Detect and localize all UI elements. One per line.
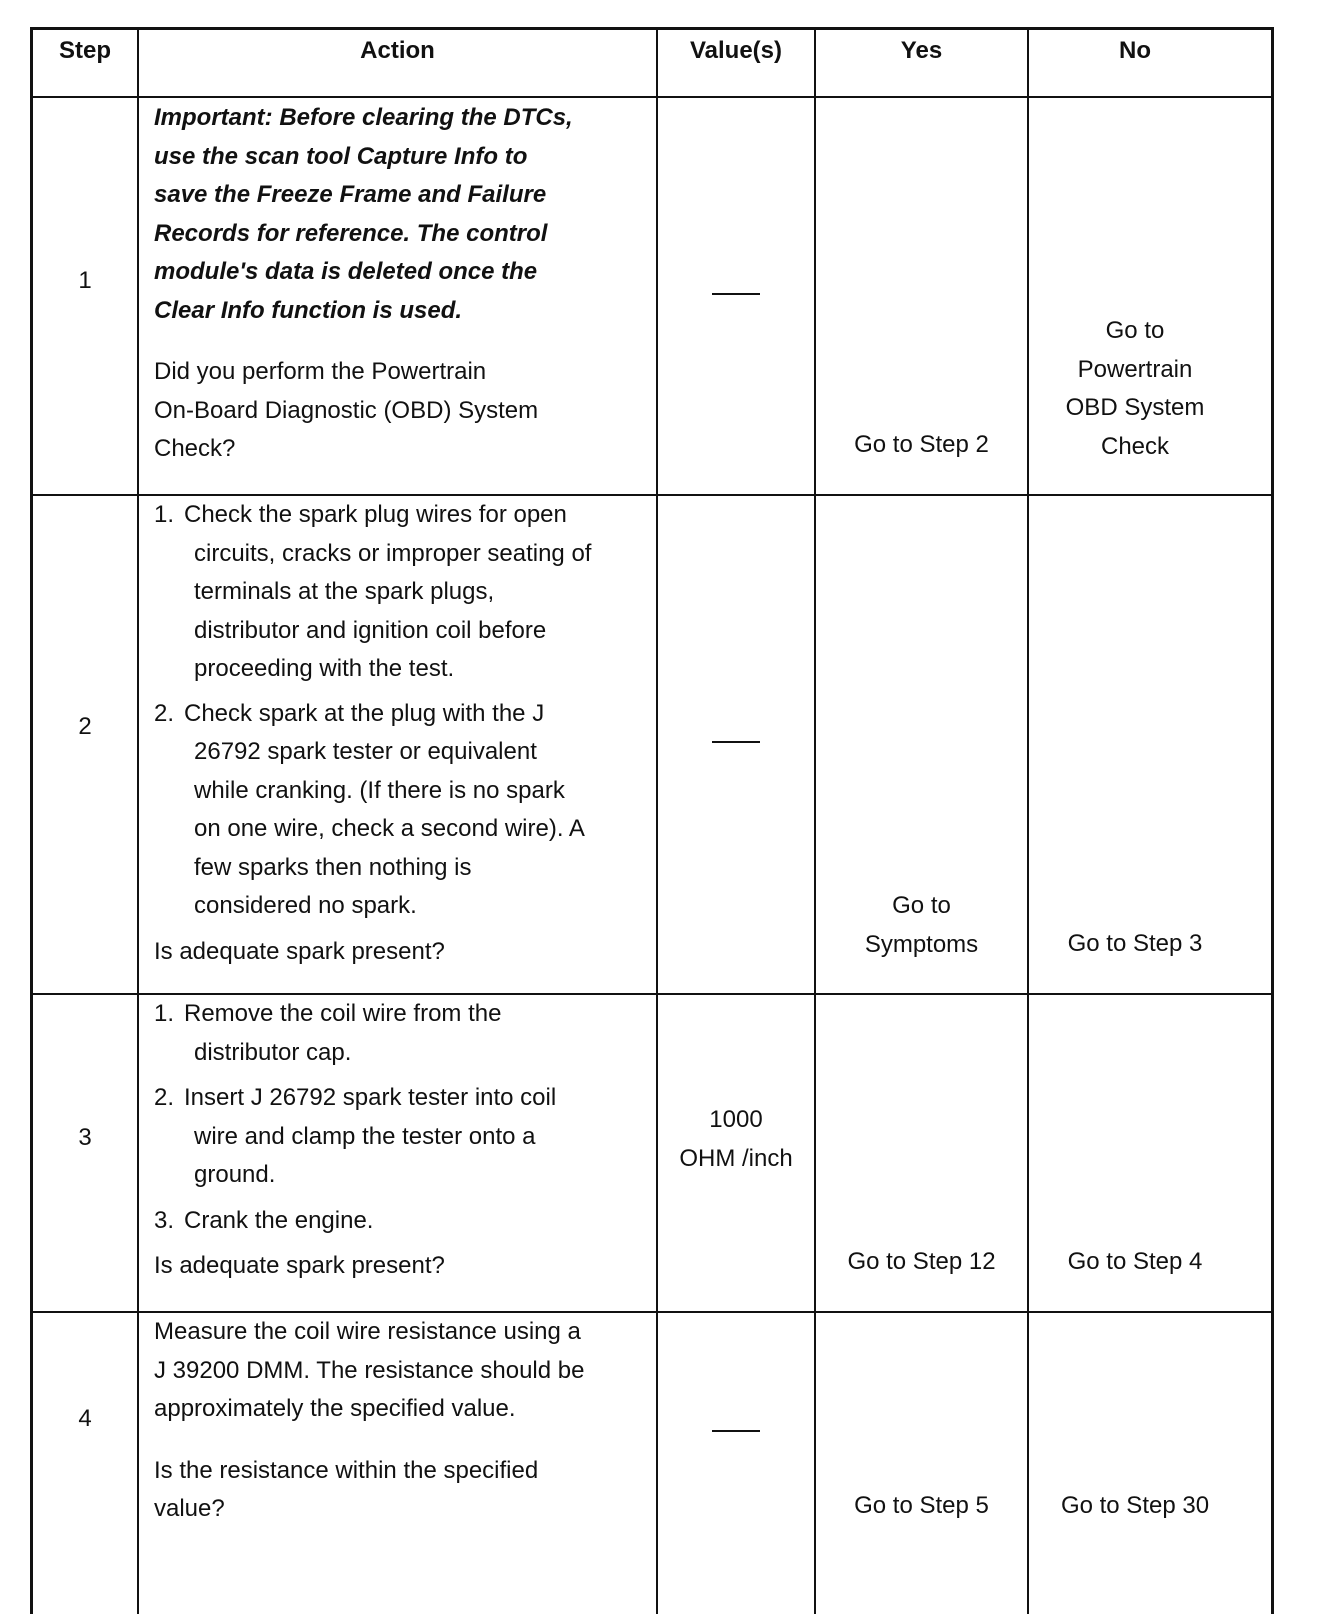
header-action: Action — [360, 37, 435, 64]
list-item: 1. Check the spark plug wires for open circuits, cracks or improper seating of terminals at the spark plugs, distributor and ignition coil before proceeding with the test. — [154, 501, 592, 682]
header-step: Step — [58, 37, 111, 64]
column-divider — [137, 27, 139, 1614]
no-cell: Go to Step 3 — [1067, 930, 1203, 957]
important-note: Important: Before clearing the DTCs, use the scan tool Capture Info to save the Freeze Frame and Failure Records for reference. The control module's data is deleted once the Clear Info function is used. — [154, 104, 573, 324]
question-text: Is adequate spark present? — [154, 1252, 445, 1279]
no-value-dash — [712, 1430, 760, 1432]
yes-cell: Go to Step 2 — [854, 431, 989, 458]
header-values: Value(s) — [689, 37, 783, 64]
list-item: 1. Remove the coil wire from the distributor cap. — [154, 1000, 502, 1066]
question-text: Is the resistance within the specified value? — [154, 1456, 539, 1522]
no-value-dash — [712, 741, 760, 743]
step-number: 4 — [78, 1405, 92, 1432]
column-divider — [814, 27, 816, 1614]
step-number: 3 — [78, 1124, 92, 1151]
action-cell — [154, 995, 556, 1286]
action-cell — [154, 496, 591, 971]
question-text: Is adequate spark present? — [154, 937, 445, 965]
yes-cell: Go to Step 12 — [847, 1248, 996, 1275]
column-divider — [656, 27, 658, 1614]
no-value-dash — [712, 293, 760, 295]
yes-cell: Go to Step 5 — [854, 1492, 989, 1519]
header-yes: Yes — [900, 37, 943, 64]
value-cell: 1000 OHM /inch — [679, 1106, 793, 1172]
list-item: 2. Insert J 26792 spark tester into coil wire and clamp the tester onto a ground. — [154, 1084, 557, 1188]
no-cell: Go to Step 4 — [1067, 1248, 1203, 1275]
yes-cell: Go to Symptoms — [864, 892, 979, 958]
question-text: Did you perform the Powertrain On-Board Diagnostic (OBD) System Check? — [154, 358, 539, 462]
step-number: 2 — [78, 713, 92, 740]
action-cell: Measure the coil wire resistance using a J 39200 DMM. The resistance should be approximately the specified value. Is the resistance within the specified value? — [154, 1313, 584, 1529]
header-no: No — [1119, 37, 1151, 64]
list-item: 2. Check spark at the plug with the J 26792 spark tester or equivalent while cranking. (If there is no spark on one wire, check a second wire). A few sparks then nothing is considered no spark. — [154, 699, 585, 919]
step-number: 1 — [78, 267, 92, 294]
no-cell: Go to Powertrain OBD System Check — [1065, 317, 1205, 460]
column-divider — [1027, 27, 1029, 1614]
list-item: 3. Crank the engine. — [154, 1206, 374, 1234]
row-divider — [30, 96, 1274, 98]
no-cell: Go to Step 30 — [1060, 1492, 1210, 1519]
action-cell — [154, 99, 573, 469]
